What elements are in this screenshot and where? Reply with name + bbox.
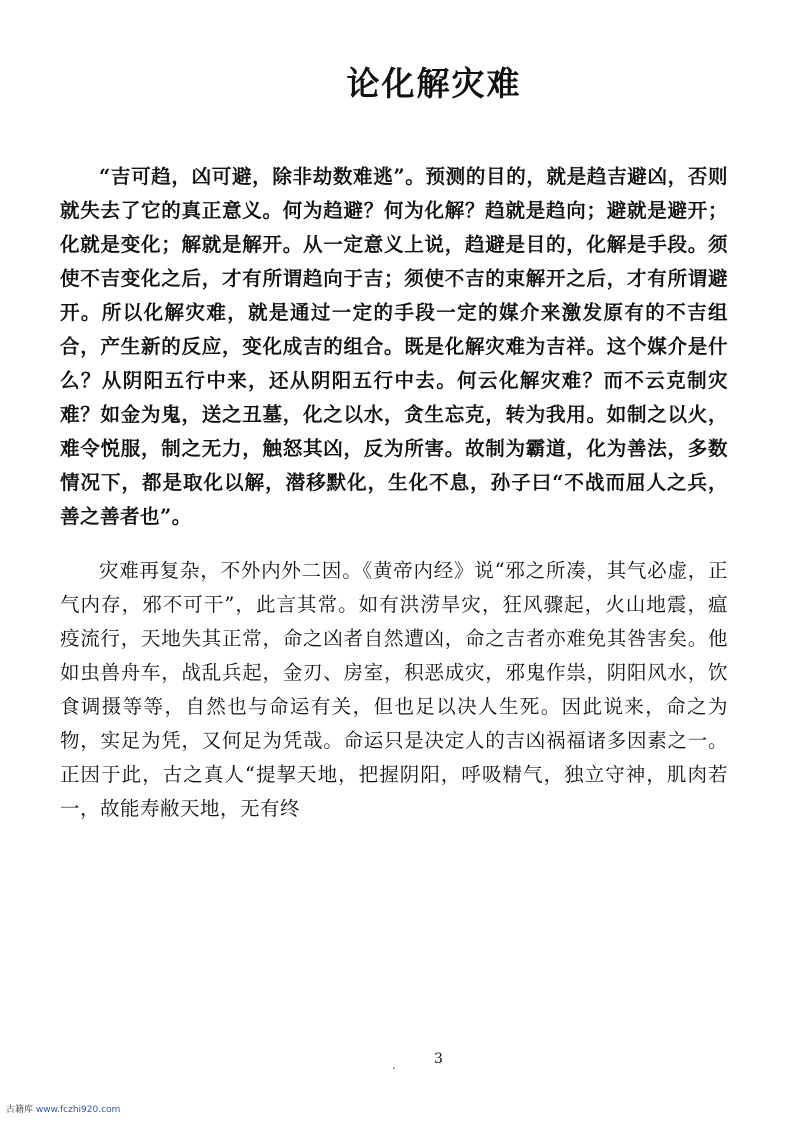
- footer-url[interactable]: www.fczhi920.com: [35, 1105, 121, 1115]
- paragraph-2: 灾难再复杂，不外内外二因。《黄帝内经》说“邪之所凑，其气必虚，正气内存，邪不可干”，此言其常。如有洪涝旱灾，狂风骤起，火山地震，瘟疫流行，天地失其正常，命之凶者自然遭凶，命之吉者亦难免其咎害矣。他如虫兽舟车，战乱兵起，金刃、房室，积恶成灾，邪鬼作祟，阴阳风水，饮食调摄等等，自然也与命运有关，但也足以决人生死。因此说来，命之为物，实足为凭，又何足为凭哉。命运只是决定人的吉凶祸福诸多因素之一。正因于此，古之真人“提挈天地，把握阴阳，呼吸精气，独立守神，肌肉若一，故能寿敝天地，无有终: [60, 559, 728, 820]
- margin-dot: .: [392, 1058, 396, 1072]
- page-number: 3: [434, 1051, 443, 1067]
- footer-label: 古籍库: [6, 1105, 34, 1115]
- body-text: [60, 160, 728, 826]
- page-title: 论化解灾难: [346, 64, 522, 103]
- paragraph-1: “吉可趋，凶可避，除非劫数难逃”。预测的目的，就是趋吉避凶，否则就失去了它的真正意义。何为趋避？何为化解？趋就是趋向；避就是避开；化就是变化；解就是解开。从一定意义上说，趋避是目的，化解是手段。须使不吉变化之后，才有所谓趋向于吉；须使不吉的束解开之后，才有所谓避开。所以化解灾难，就是通过一定的手段一定的媒介来激发原有的不吉组合，产生新的反应，变化成吉的组合。既是化解灾难为吉祥。这个媒介是什么？从阴阳五行中来，还从阴阳五行中去。何云化解灾难？而不云克制灾难？如金为鬼，送之丑墓，化之以水，贪生忘克，转为我用。如制之以火，难令悦服，制之无力，触怒其凶，反为所害。故制为霸道，化为善法，多数情况下，都是取化以解，潜移默化，生化不息，孙子曰“不战而屈人之兵，善之善者也”。: [60, 165, 728, 528]
- site-footer: [6, 1102, 120, 1115]
